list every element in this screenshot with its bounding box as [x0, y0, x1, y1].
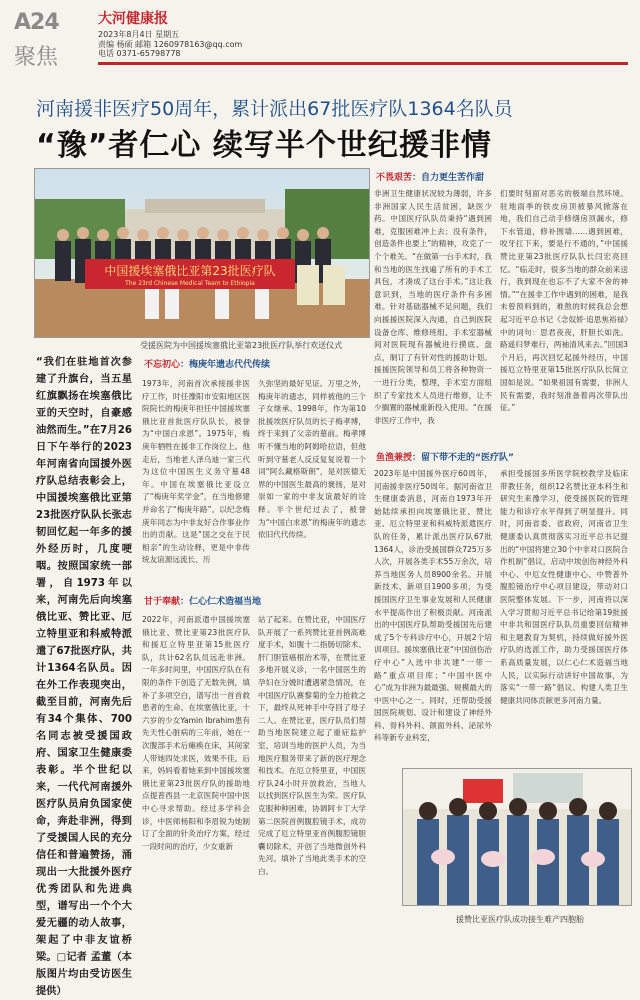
quadruplets-photo: [402, 768, 632, 906]
section-heading-2-title: 仁心仁术造福当地: [189, 597, 262, 607]
phone-info: 电话 0371-65798778: [98, 49, 181, 58]
article-column-4a: 们要时刻面对恶劣的极端自然环境。驻地雨季的铁皮房顶被暴风掀落在地，我们自己动手修缮房顶漏水，修下水管道，修补围墙……遇到困难，咬牙扛下来，要是行不通的，”中国援赞比亚第23批医疗队队长闫宏亮回忆。“临走时，很多当地的群众前来送行，我到现在也忘不了大家不舍的神情。”“在援非工作中遇到的困难，是我未曾预料到的，难熬的时候我总会想起习近平总书记《念奴娇·追思焦裕禄》中的词句：思君夜夜，肝胆长如洗。路遥归梦难行，两袖清风来去。”回国3个月后，再次回忆起援外经历，中国援厄立特里亚第15批医疗队队长简立国如是说。“如果祖国有需要，非洲人民有需要，我时刻准备着再次带队出征。”: [500, 189, 628, 413]
section-heading-1-title: 梅庚年遗志代代传续: [189, 360, 271, 370]
article-column-2a: 久弥坚的最好见证。万里之外，梅庚年的遗志，同样被他的三个子女继承。1998年，作为第10批援埃医疗队员的长子梅孝博，终于来到了父亲的墓前。梅孝博听不懂当地的阿姆哈拉语，但他听到守墓老人反反复复说着一个词“阿么藏格斯朗”，是对医德无界的中国医生最高的褒扬，是对崇如一家的中非友谊最好的诠释。半个世纪过去了，被誉为“中国白求恩”的梅庚年的遗志依旧代代传续。: [258, 379, 366, 540]
main-headline: “豫”者仁心 续写半个世纪援非情: [36, 128, 492, 163]
page-number: A24: [14, 10, 59, 35]
article-column-1a: 1973年，河南首次承接援非医疗工作，时任豫阳市安阳地区医院院长的梅庚年担任中国援埃塞俄比亚首批医疗队队长，被誉为“中国白求恩”。1975年，梅庚年牺牲在援非工作岗位上。他走后，当地老人泽乌迪一家三代为这位中国医生义务守墓48年。中国在埃塞俄比亚设立了“梅庚年奖学金”，在当地修建并命名了“梅庚年路”。以纪念梅庚年同志为中非友好合作事业作出的贡献。这是“国之交在于民相亲”的生动诠释，更是中非传统友谊源远流长、历: [142, 379, 250, 565]
masthead-logo: 大河健康报: [98, 11, 168, 27]
sub-headline: 河南援非医疗50周年，累计派出67批医疗队1364名队员: [36, 98, 513, 120]
photo-caption: 受援医院为中国援埃塞俄比亚第23批医疗队举行欢送仪式: [140, 341, 343, 350]
lead-paragraph: “我们在驻地首次参建了升旗台，当五星红旗飘扬在埃塞俄比亚的天空时，自豪感油然而生。”在7月26日下午举行的2023年河南省向国援外医疗队总结表彰会上，中国援埃塞俄比亚第23批医疗队队长张志韧回忆起一年多的援外经历时，几度哽咽。按照国家统一部署，自1973年以来，河南先后向埃塞俄比亚、赞比亚、厄立特里亚和科威特派遣了67批医疗队，共计1364名队员。因在外工作表现突出，截至目前，河南先后有34个集体、700名同志被受援国政府、国家卫生健康委表彰。半个世纪以来，一代代河南援外医疗队员肩负国家使命，奔赴非洲，得到了受援国人民的充分信任和普遍赞扬，涌现出一大批援外医疗优秀团队和先进典型，谱写出一个个大爱无疆的动人故事，架起了中非友谊桥梁。□记者 孟董（本版图片均由受访医生提供）: [36, 357, 132, 997]
team-photo: [34, 168, 370, 338]
header-rule: [98, 62, 628, 65]
section-heading-4-prefix: 鱼渔兼授: [376, 453, 413, 463]
article-column-2b: 站了起来。在赞比亚，中国医疗队开展了一系列赞比亚首例高难度手术，如腹十二指肠切除术、肝门胆管癌根治术等，在赞比亚多地开展义诊，一名中国医生的孕妇在分娩时遭遇紧急情况，在中国医疗队赛黎菊的全力抢救之下，最终从死神手中夺回了母子二人。在赞比亚，医疗队员们帮助当地医院建立起了重症监护室，培训当地的医护人员，为当地医疗服务带来了新的医疗理念和技术。在厄立特里亚，中国医疗队24小时开放救治，当地人以找到医疗队医生为荣。医疗队克服种种困难，协调阿卡丁大学第二医院首例腹腔镜手术，成功完成了厄立特里亚首例腹腔镜胆囊切除术，开创了当地微创外科先河。填补了当地此类手术的空白。: [258, 615, 366, 876]
section-label: 聚焦: [14, 45, 59, 70]
banner-text: 中国援埃塞俄比亚第23批医疗队: [104, 264, 276, 278]
team-photo-illustration: [35, 169, 369, 337]
article-column-4b: 承担受援国多所医学院校教学及临床带教任务，组织12名赞比亚本科生和研究生来豫学习，使受援医院的管理能力和诊疗水平得到了明显提升。同时，河南省委、省政府，河南省卫生健康委认真贯彻落实习近平总书记提出的“中国将建立30个中非对口医院合作机制”倡议，启动中埃创伤神经外科中心、中厄女性健康中心、中赞普外腹腔镜治疗中心项目建设，带动对口医院整体发展。下一步，河南将以深入学习贯彻习近平总书记给第19批援中非共和国医疗队队员重要回信精神和主题教育为契机，持续做好援外医疗队的选派工作，助力受援国医疗体系高质量发展，以仁心仁术造福当地人民，以实际行动讲好中国故事，为落实“一带一路”倡议、构建人类卫生健康共同体贡献更多河南力量。: [500, 469, 628, 705]
publish-date: 2023年8月4日 星期五: [98, 30, 180, 39]
section-heading-3: 不畏艰苦：自力更生苦作甜: [376, 173, 485, 183]
photo2-caption: 援赞比亚医疗队成功接生难产四胞胎: [456, 915, 584, 924]
section-heading-2: 甘于奉献：仁心仁术造福当地: [144, 597, 262, 607]
banner-text-en: The 23rd Chinese Medical Team to Ethiopia: [125, 280, 255, 287]
section-heading-1: 不忘初心：梅庚年遗志代代传续: [144, 360, 271, 370]
editor-info: 责编 杨硕 邮箱 1260978163@qq.com: [98, 40, 243, 49]
quadruplets-photo-illustration: [403, 769, 631, 905]
section-heading-1-prefix: 不忘初心: [144, 360, 181, 370]
section-heading-4: 鱼渔兼授：留下带不走的“医疗队”: [376, 453, 514, 463]
section-heading-2-prefix: 甘于奉献: [144, 597, 181, 607]
article-column-3b: 2023年是中国援外医疗60周年，河南援非医疗50周年。据河南省卫生健康委消息，河南自1973年开始陆续承担向埃塞俄比亚、赞比亚、厄立特里亚和科威特派遣医疗队的任务，累计派出医疗队67批1364人，诊治受援国群众725万多人次，开展各类手术55万余次，培养当地医务人员8900余名。开展新技术、新项目1900多项，为受援国医疗卫生事业发展和人民健康水平提高作出了积极贡献。河南派出的中国医疗队帮助受援国先后建成了5个专科诊疗中心，开展2个培训项目。援埃塞俄比亚“中国创伤治疗中心”入选中非共建“一带一路”重点项目库；“中国中医中心”成为非洲为最最强、规模最大的中医中心之一。同时，还帮助受援国医院规划、设计和建设了神经外科、骨科外科、颌面外科、泌尿外科等新专业科室，: [374, 469, 492, 743]
section-heading-3-prefix: 不畏艰苦: [376, 173, 413, 183]
article-column-3a: 非洲卫生健康状况较为薄弱，许多非洲国家人民生活贫困，缺医少药。中国医疗队队员秉持“遇到困难，克服困难冲上去；没有条件，创造条件也要上”的精神，攻克了一个个难关。“在做第一台手术时，我和当地的医生找遍了所有的手术工具包，才凑成了这台手术。”这让我意识到，当地的医疗条件有多困难。针对基础器械不足问题，我们向援援医院深入沟通，自己到医院设备仓库、维修班组、手术室器械间对医院现有器械进行摸底、盘点，制订了有针对性的援助计划。援援医院领导和员工将各种物资一一进行分类，整理，手术室方面组织了专家技术人员进行维修，让不少搁置的器械重新投入使用。“在援非医疗工作中，我: [374, 189, 492, 425]
article-column-1b: 2022年，河南派遣中国援埃塞俄比亚、赞比亚第23批医疗队和援厄立特里亚第15批医疗队，共计62名队员远赴非洲。一年多时间里，中国医疗队在有限的条件下创造了无数先例，填补了多项空白，谱写出一首首救患者的生命。在埃塞俄比亚，十六岁的少女Yamin Ibrahim患有先天性心脏病的三年前，她在一次腹部手术后瘫痪在床，其间家人带她四处求医，效果不佳。后来，妈妈看着她来到中国援埃塞俄比亚第23批医疗队的援助地点提普西县一北京医院中国中医中心寻求帮助。经过多学科会诊，中医师杨阳和李眉锐为她制订了全面的针灸治疗方案，经过一段时间的治疗，少女重新: [142, 615, 250, 851]
section-heading-3-title: 自力更生苦作甜: [421, 173, 485, 183]
section-heading-4-title: 留下带不走的“医疗队”: [421, 453, 514, 463]
